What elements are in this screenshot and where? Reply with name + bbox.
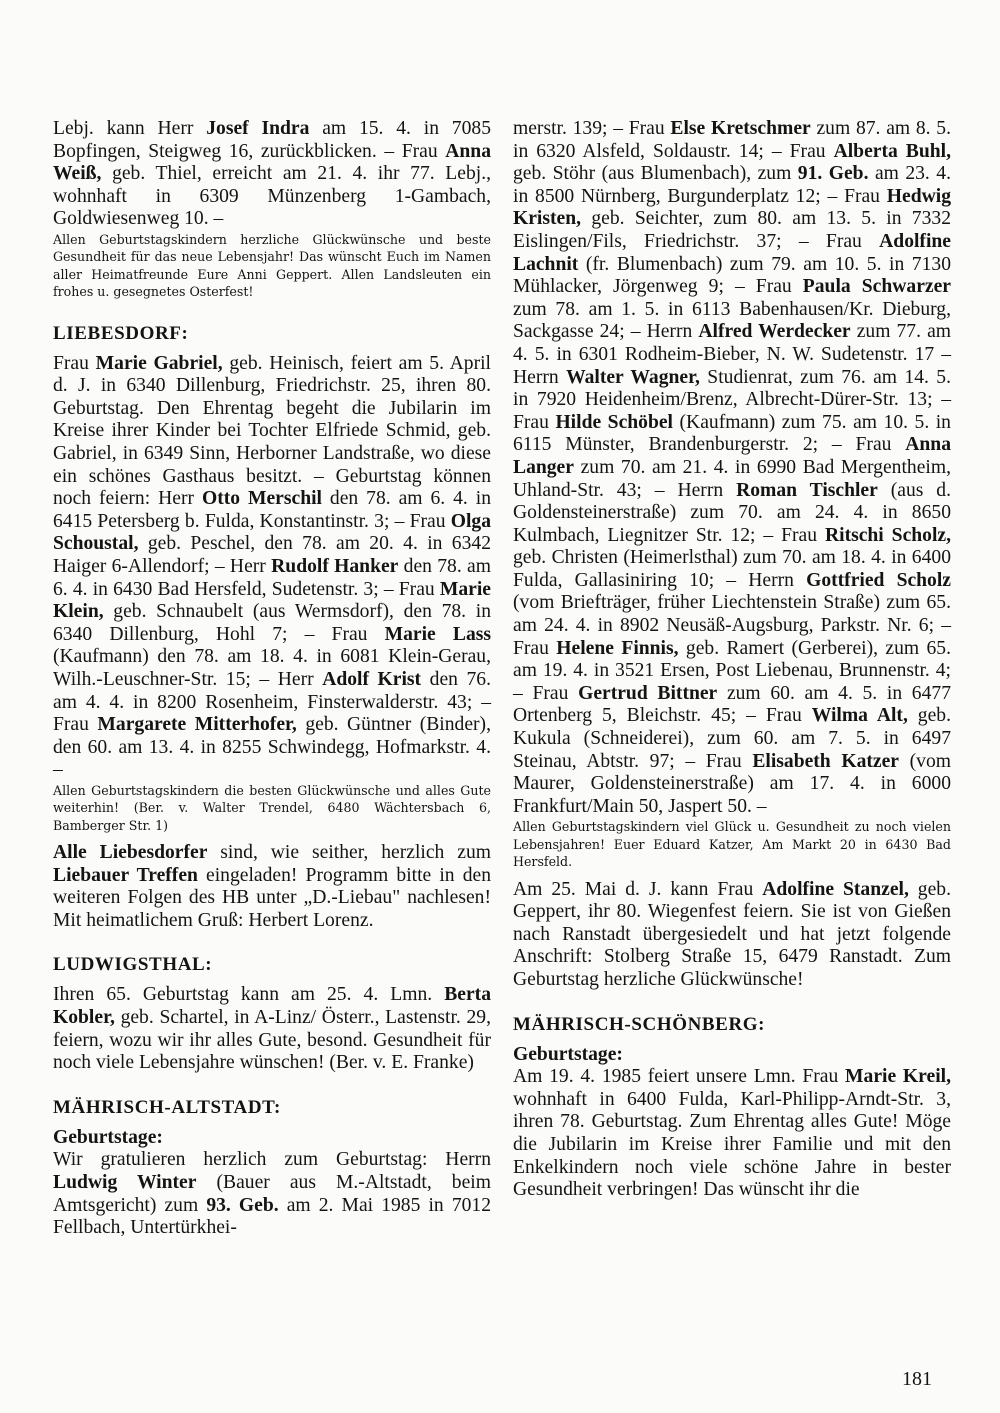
ludwigsthal-paragraph: Ihren 65. Geburtstag kann am 25. 4. Lmn. Berta Kobler, geb. Schartel, in A-Linz/ Österr., Lastenstr. 29, feiern, wozu wir ihr alles Gute, besond. Gesundheit für noch viele Lebensjahre wünschen! (Ber. v. E. Franke): [53, 984, 491, 1074]
subheading-geburtstage-schoenberg: Geburtstage:: [513, 1043, 623, 1065]
liebauer-treffen-paragraph: Alle Liebesdorfer sind, wie seither, herzlich zum Liebauer Treffen eingeladen! Programm bitte in den weiteren Folgen des HB unter „D.-Liebau" nachlesen! Mit heimatlichem Gruß: Herbert Lorenz.: [53, 842, 492, 931]
trendel-greeting: Allen Geburtstagskindern die besten Glückwünsche und alles Gute weiterhin! (Ber. v. Walter Trendel, 6480 Wächtersbach 6, Bamberger Str. 1): [53, 782, 491, 833]
heading-liebesdorf: LIEBESDORF:: [53, 322, 189, 344]
geppert-greeting: Allen Geburtstagskindern herzliche Glückwünsche und beste Gesundheit für das neue Lebensjahr! Das wünscht Euch im Namen aller Heimatfreunde Eure Anni Geppert. Allen Landsleuten ein frohes u. gesegnetes Osterfest!: [53, 231, 491, 300]
heading-maehrisch-schoenberg: MÄHRISCH-SCHÖNBERG:: [513, 1013, 766, 1035]
heading-ludwigsthal: LUDWIGSTHAL:: [53, 954, 213, 976]
altstadt-birthdays-continued: merstr. 139; – Frau Else Kretschmer zum 87. am 8. 5. in 6320 Alsfeld, Soldaustr. 14; – Frau Alberta Buhl, geb. Stöhr (aus Blumenbach), zum 91. Geb. am 23. 4. in 8500 Nürnberg, Burgunderplatz 12; – Frau Hedwig Kristen, geb. Seichter, zum 80. am 13. 5. in 7332 Eislingen/Fils, Friedrichstr. 37; – Frau Adolfine Lachnit (fr. Blumenbach) zum 79. am 10. 5. in 7130 Mühlacker, Jörgenweg 9; – Frau Paula Schwarzer zum 78. am 1. 5. in 6113 Babenhausen/Kr. Dieburg, Sackgasse 24; – Herrn Alfred Werdecker zum 77. am 4. 5. in 6301 Rodheim-Bieber, N. W. Sudetenstr. 17 – Herrn Walter Wagner, Studienrat, zum 76. am 14. 5. in 7920 Heidenheim/Brenz, Albrecht-Dürer-Str. 13; – Frau Hilde Schöbel (Kaufmann) zum 75. am 10. 5. in 6115 Münster, Brandenburgerstr. 2; – Frau Anna Langer zum 70. am 21. 4. in 6990 Bad Mergentheim, Uhland-Str. 43; – Herrn Roman Tischler (aus d. Goldensteinerstraße) zum 70. am 24. 4. in 8650 Kulmbach, Liegnitzer Str. 12; – Frau Ritschi Scholz, geb. Christen (Heimerlsthal) zum 70. am 18. 4. in 6400 Fulda, Gallasiniring 10; – Herrn Gottfried Scholz (vom Briefträger, früher Liechtenstein Straße) zum 65. am 24. 4. in 8902 Neusäß-Augsburg, Parkstr. Nr. 6; – Frau Helene Finnis, geb. Ramert (Gerberei), zum 65. am 19. 4. in 3521 Ersen, Post Liebenau, Brunnenstr. 4; – Frau Gertrud Bittner zum 60. am 4. 5. in 6477 Ortenberg 5, Bleichstr. 45; – Frau Wilma Alt, geb. Kukula (Schneiderei), zum 60. am 7. 5. in 6497 Steinau, Abtstr. 97; – Frau Elisabeth Katzer (vom Maurer, Goldensteinerstraße) am 17. 4. in 6000 Frankfurt/Main 50, Jaspert 50. –: [513, 118, 952, 817]
right-column: [513, 118, 951, 1202]
katzer-greeting: Allen Geburtstagskindern viel Glück u. Gesundheit zu noch vielen Lebensjahren! Euer Eduard Katzer, Am Markt 20 in 6430 Bad Hersfeld.: [513, 819, 951, 870]
stanzel-paragraph: Am 25. Mai d. J. kann Frau Adolfine Stanzel, geb. Geppert, ihr 80. Wiegenfest feiern. Sie ist von Gießen nach Ranstadt übergesiedelt und hat jetzt folgende Anschrift: Stolberg Straße 15, 6479 Ranstadt. Zum Geburtstag herzliche Glückwünsche!: [513, 878, 951, 990]
heading-maehrisch-altstadt: MÄHRISCH-ALTSTADT:: [53, 1096, 281, 1118]
liebesdorf-birthdays: Frau Marie Gabriel, geb. Heinisch, feiert am 5. April d. J. in 6340 Dillenburg, Friedrichstr. 25, ihren 80. Geburtstag. Den Ehrentag begeht die Jubilarin im Kreise ihrer Kinder bei Tochter Elfriede Schmid, geb. Gabriel, in 6349 Sinn, Herborner Landstraße, wo diese ein schönes Gasthaus besitzt. – Geburtstag können noch feiern: Herr Otto Merschil den 78. am 6. 4. in 6415 Petersberg b. Fulda, Konstantinstr. 3; – Frau Olga Schoustal, geb. Peschel, den 78. am 20. 4. in 6342 Haiger 6-Allendorf; – Herr Rudolf Hanker den 78. am 6. 4. in 6430 Bad Hersfeld, Sudetenstr. 3; – Frau Marie Klein, geb. Schnaubelt (aus Wermsdorf), den 78. in 6340 Dillenburg, Hohl 7; – Frau Marie Lass (Kaufmann) den 78. am 18. 4. in 6081 Klein-Gerau, Wilh.-Leuschner-Str. 15; – Herr Adolf Krist den 76. am 4. 4. in 8200 Rosenheim, Finsterwalderstr. 43; – Frau Margarete Mitterhofer, geb. Güntner (Binder), den 60. am 13. 4. in 8255 Schwindegg, Hofmarkstr. 4. –: [53, 352, 492, 781]
page-number: 181: [902, 1368, 932, 1390]
left-column: [53, 118, 491, 1240]
indra-weiss-paragraph: Lebj. kann Herr Josef Indra am 15. 4. in 7085 Bopfingen, Steigweg 16, zurückblicken. – Frau Anna Weiß, geb. Thiel, erreicht am 21. 4. ihr 77. Lebj., wohnhaft in 6309 Münzenberg 1-Gambach, Goldwiesenweg 10. –: [53, 118, 491, 230]
schoenberg-paragraph: Am 19. 4. 1985 feiert unsere Lmn. Frau Marie Kreil, wohnhaft in 6400 Fulda, Karl-Philipp-Arndt-Str. 3, ihren 78. Geburtstag. Zum Ehrentag alles Gute! Möge die Jubilarin im Kreise ihrer Familie und mit den Enkelkindern noch viele schöne Jahre in bester Gesundheit verbringen! Das wünscht ihr die: [513, 1066, 951, 1201]
altstadt-paragraph: Wir gratulieren herzlich zum Geburtstag: Herrn Ludwig Winter (Bauer aus M.-Altstadt, beim Amtsgericht) zum 93. Geb. am 2. Mai 1985 in 7012 Fellbach, Untertürkhei-: [53, 1149, 492, 1239]
subheading-geburtstage-altstadt: Geburtstage:: [53, 1126, 163, 1148]
